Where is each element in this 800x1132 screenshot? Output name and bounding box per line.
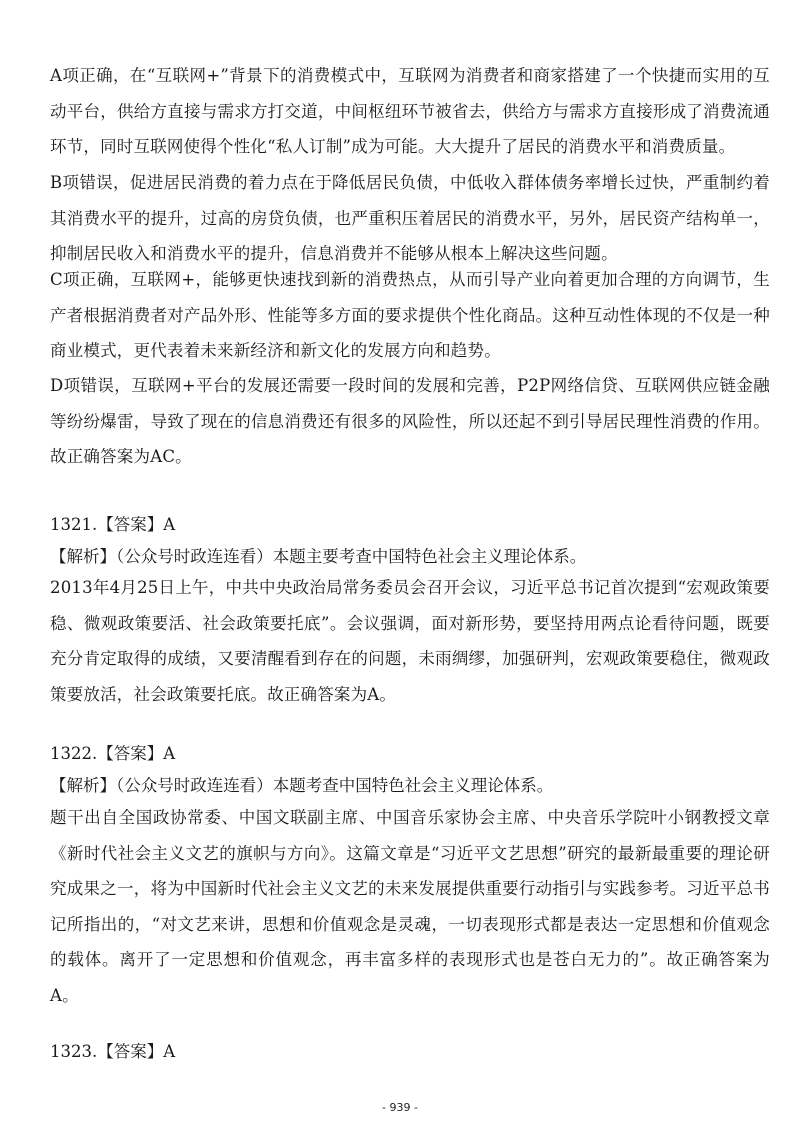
q1321-analysis-body: 2013年4月25日上午，中共中央政治局常务委员会召开会议，习近平总书记首次提到“宏观政策要稳、微观政策要活、社会政策要托底”。会议强调，面对新形势，要坚持用两点论看待问题，既要充分肯定取得的成绩，又要清醒看到存在的问题，未雨绸缪，加强研判，宏观政策要稳住，微观政策要放活，社会政策要托底。故正确答案为A。 (50, 578, 770, 704)
q1322-analysis-heading: 【解析】（公众号时政连连看）本题考查中国特色社会主义理论体系。 (50, 776, 554, 795)
page-number: - 939 - (382, 1101, 418, 1114)
option-a-explanation: A项正确，在“互联网+”背景下的消费模式中，互联网为消费者和商家搭建了一个快捷而实用的互动平台，供给方直接与需求方打交道，中间枢纽环节被省去，供给方与需求方直接形成了消费流通环节，同时互联网使得个性化“私人订制”成为可能。大大提升了居民的消费水平和消费质量。 (50, 66, 770, 156)
q1323-answer: 1323.【答案】A (50, 1042, 176, 1061)
q1321-answer: 1321.【答案】A (50, 515, 176, 534)
option-c-explanation: C项正确，互联网+，能够更快速找到新的消费热点，从而引导产业向着更加合理的方向调节，生产者根据消费者对产品外形、性能等多方面的要求提供个性化商品。这种互动性体现的不仅是一种商业模式，更代表着未来新经济和新文化的发展方向和趋势。 (50, 270, 770, 360)
q1322-answer: 1322.【答案】A (50, 744, 176, 763)
option-d-explanation: D项错误，互联网+平台的发展还需要一段时间的发展和完善，P2P网络信贷、互联网供应链金融等纷纷爆雷，导致了现在的信息消费还有很多的风险性，所以还起不到引导居民理性消费的作用。故正确答案为AC。 (50, 376, 770, 466)
q1322-analysis-body: 题干出自全国政协常委、中国文联副主席、中国音乐家协会主席、中央音乐学院叶小钢教授文章《新时代社会主义文艺的旗帜与方向》。这篇文章是“习近平文艺思想”研究的最新最重要的理论研究成果之一，将为中国新时代社会主义文艺的未来发展提供重要行动指引与实践参考。习近平总书记所指出的，“对文艺来讲，思想和价值观念是灵魂，一切表现形式都是表达一定思想和价值观念的载体。离开了一定思想和价值观念，再丰富多样的表现形式也是苍白无力的”。故正确答案为A。 (50, 808, 770, 1005)
q1321-analysis-heading: 【解析】（公众号时政连连看）本题主要考查中国特色社会主义理论体系。 (50, 547, 587, 566)
option-b-explanation: B项错误，促进居民消费的着力点在于降低居民负债，中低收入群体债务率增长过快，严重制约着其消费水平的提升，过高的房贷负债，也严重积压着居民的消费水平，另外，居民资产结构单一，抑制居民收入和消费水平的提升，信息消费并不能够从根本上解决这些问题。 (50, 173, 770, 263)
